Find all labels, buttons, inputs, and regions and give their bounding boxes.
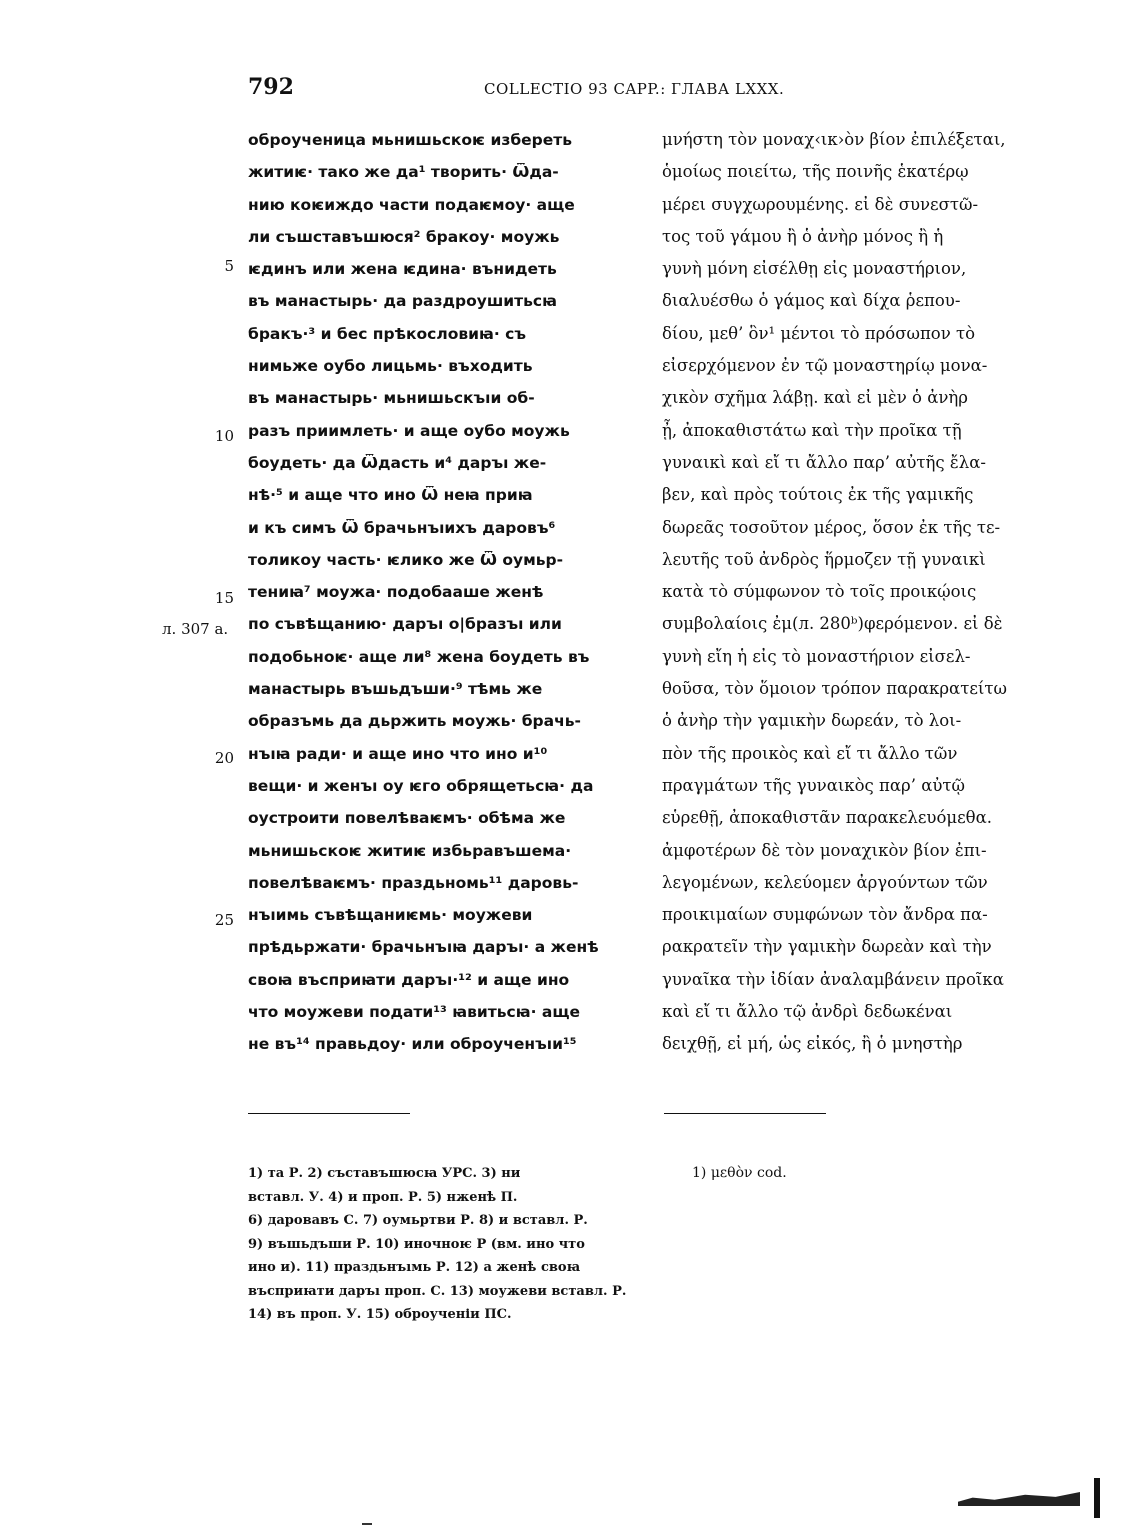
slavonic-line: подобьноѥ· аще ли⁸ жена боудеть въ bbox=[248, 647, 590, 666]
line-number-25: 25 bbox=[214, 911, 234, 929]
greek-line: εὑρεθῇ, ἀποκαθιστᾶν παρακελευόμεθα. bbox=[662, 808, 992, 828]
slavonic-line: нъıимь съвѣщаниѥмь· моужеви bbox=[248, 906, 533, 925]
footnote-line: въсприꙗти даръı проп. С. 13) моужеви вставл. Р. bbox=[248, 1283, 627, 1299]
greek-line: ὁ ἀνὴρ τὴν γαμικὴν δωρεάν, τὸ λοι- bbox=[662, 711, 962, 731]
footnote-rule-left bbox=[248, 1113, 410, 1114]
slavonic-line: что моужеви подати¹³ ꙗвитьсꙗ· аще bbox=[248, 1003, 580, 1022]
slavonic-column bbox=[248, 124, 640, 1061]
greek-line: δειχθῇ, εἰ μή, ὡς εἰκός, ἢ ὁ μνηστὴρ bbox=[662, 1034, 963, 1054]
footnote-line: 1) μεθὸν cod. bbox=[692, 1165, 787, 1181]
greek-line: μνήστη τὸν μοναχ‹ικ›ὸν βίον ἐπιλέξεται, bbox=[662, 130, 1006, 149]
greek-line: ᾖ, ἀποκαθιστάτω καὶ τὴν προῖκα τῇ bbox=[662, 420, 962, 440]
scan-artifact bbox=[958, 1492, 1080, 1506]
slavonic-line: тениꙗ⁷ моужа· подобааше женѣ bbox=[248, 583, 544, 602]
greek-footnotes bbox=[692, 1162, 1042, 1186]
slavonic-line: нѣ·⁵ и аще что ино Ѿ неꙗ приꙗ bbox=[248, 486, 533, 505]
greek-line: κατὰ τὸ σύμφωνον τὸ τοῖς προικῴοις bbox=[662, 582, 977, 602]
folio-mark: л. 307 а. bbox=[162, 620, 229, 638]
slavonic-line: бракъ·³ и бес прѣкословиꙗ· съ bbox=[248, 324, 527, 343]
slavonic-line: и къ симъ Ѿ брачьнъıихъ даровъ⁶ bbox=[248, 518, 556, 537]
slavonic-line: оброученица мьнишьскоѥ избереть bbox=[248, 131, 573, 149]
line-number-5: 5 bbox=[224, 257, 234, 275]
slavonic-line: ли съшставъшюся² бракоу· моужь bbox=[248, 227, 560, 246]
line-number-15: 15 bbox=[214, 589, 234, 607]
slavonic-line: житиѥ· тако же да¹ творить· Ѿда- bbox=[248, 163, 559, 182]
line-number-10: 10 bbox=[214, 427, 234, 445]
line-number-20: 20 bbox=[214, 749, 234, 767]
greek-line: μέρει συγχωρουμένης. εἰ δὲ συνεστῶ- bbox=[662, 194, 979, 214]
slavonic-line: разъ приимлеть· и аще оубо моужь bbox=[248, 421, 570, 440]
greek-line: γυναῖκα τὴν ἰδίαν ἀναλαμβάνειν προῖκα bbox=[662, 969, 1004, 989]
greek-column bbox=[662, 124, 1046, 1061]
slavonic-line: мьнишьскоѥ житиѥ избьравъшема· bbox=[248, 841, 572, 860]
greek-line: συμβολαίοις ἐμ(л. 280ᵇ)φερόμενον. εἰ δὲ bbox=[662, 614, 1003, 634]
greek-line: θοῦσα, τὸν ὅμοιον τρόπον παρακρατείτω bbox=[662, 679, 1007, 699]
greek-line: ὁμοίως ποιείτω, τῆς ποινῆς ἑκατέρῳ bbox=[662, 162, 969, 182]
greek-line: γυνὴ εἴη ἡ εἰς τὸ μοναστήριον εἰσελ- bbox=[662, 646, 971, 666]
scan-dash bbox=[362, 1523, 372, 1525]
slavonic-line: нимьже оубо лицьмь· въходить bbox=[248, 357, 533, 376]
footnote-line: ино и). 11) праздьнъıмь Р. 12) а женѣ своꙗ bbox=[248, 1260, 581, 1275]
greek-line: δίου, μεθ’ ὃν¹ μέντοι τὸ πρόσωπον τὸ bbox=[662, 323, 976, 343]
greek-line: λευτῆς τοῦ ἀνδρὸς ἥρμοζεν τῇ γυναικὶ bbox=[662, 549, 986, 569]
greek-line: πραγμάτων τῆς γυναικὸς παρ’ αὐτῷ bbox=[662, 775, 965, 795]
slavonic-footnotes bbox=[248, 1162, 640, 1327]
greek-line: εἰσερχόμενον ἐν τῷ μοναστηρίῳ μονα- bbox=[662, 356, 988, 376]
greek-line: καὶ εἴ τι ἄλλο τῷ ἀνδρὶ δεδωκέναι bbox=[662, 1002, 953, 1022]
scan-artifact-bar bbox=[1094, 1478, 1100, 1518]
greek-line: δωρεᾶς τοσοῦτον μέρος, ὅσον ἐκ τῆς τε- bbox=[662, 517, 1001, 537]
greek-line: ἀμφοτέρων δὲ τὸν μοναχικὸν βίον ἐπι- bbox=[662, 840, 987, 860]
slavonic-line: боудеть· да Ѿдасть и⁴ даръı же- bbox=[248, 453, 547, 472]
greek-line: τος τοῦ γάμου ἢ ὁ ἀνὴρ μόνος ἢ ἡ bbox=[662, 226, 944, 246]
greek-line: ρακρατεῖν τὴν γαμικὴν δωρεὰν καὶ τὴν bbox=[662, 937, 992, 957]
greek-line: χικὸν σχῆμα λάβῃ. καὶ εἰ μὲν ὁ ἀνὴρ bbox=[662, 388, 968, 408]
slavonic-line: въ манастырь· мьнишьскъıи об- bbox=[248, 389, 535, 408]
greek-line: πὸν τῆς προικὸς καὶ εἴ τι ἄλλο τῶν bbox=[662, 743, 958, 763]
slavonic-line: образъмь да дьржить моужь· брачь- bbox=[248, 712, 581, 731]
slavonic-line: въ манастырь· да раздроушитьсꙗ bbox=[248, 292, 557, 311]
page-number: 792 bbox=[248, 74, 294, 100]
slavonic-line: по съвѣщанию· даръı о|бразъı или bbox=[248, 615, 562, 634]
greek-line: διαλυέσθω ὁ γάμος καὶ δίχα ῥεπου- bbox=[662, 291, 961, 311]
greek-line: γυναικὶ καὶ εἴ τι ἄλλο παρ’ αὐτῆς ἔλα- bbox=[662, 452, 986, 472]
page-header bbox=[0, 72, 1140, 112]
footnote-line: 9) въшьдъши Р. 10) иночноѥ Р (вм. ино что bbox=[248, 1236, 585, 1252]
greek-line: βεν, καὶ πρὸς τούτοις ἐκ τῆς γαμικῆς bbox=[662, 485, 974, 505]
slavonic-line: нию коѥиждо части подаѥмоу· аще bbox=[248, 195, 575, 214]
footnote-line: 6) даровавъ С. 7) оумьртви Р. 8) и вставл. Р. bbox=[248, 1213, 588, 1228]
greek-line: γυνὴ μόνη εἰσέλθῃ εἰς μοναστήριον, bbox=[662, 259, 967, 279]
greek-line: λεγομένων, κελεύομεν ἀργούντων τῶν bbox=[662, 872, 988, 892]
footnote-line: 14) въ проп. У. 15) оброученіи ПС. bbox=[248, 1307, 512, 1322]
slavonic-line: не въ¹⁴ правьдоу· или оброученъıи¹⁵ bbox=[248, 1035, 577, 1054]
running-title: COLLECTIO 93 CAPP.: ГЛАВА LXXX. bbox=[484, 80, 785, 98]
greek-line: προικιμαίων συμφώνων τὸν ἄνδρα πα- bbox=[662, 905, 988, 925]
slavonic-line: манастырь въшьдъши·⁹ тѣмь же bbox=[248, 680, 543, 699]
footnote-line: вставл. У. 4) и проп. Р. 5) нженѣ П. bbox=[248, 1189, 518, 1205]
footnote-rule-right bbox=[664, 1113, 826, 1114]
slavonic-line: прѣдьржати· брачьнъıꙗ даръı· а женѣ bbox=[248, 938, 599, 957]
slavonic-line: оустроити повелѣваѥмъ· обѣма же bbox=[248, 809, 566, 828]
slavonic-line: толикоу часть· ѥлико же Ѿ оумьр- bbox=[248, 550, 564, 569]
slavonic-line: нъıꙗ ради· и аще ино что ино и¹⁰ bbox=[248, 744, 548, 763]
slavonic-line: вещи· и женъı оу ѥго обрящетьсꙗ· да bbox=[248, 776, 594, 795]
slavonic-line: повелѣваѥмъ· праздьномь¹¹ даровь- bbox=[248, 873, 579, 892]
slavonic-line: своꙗ въсприꙗти даръı·¹² и аще ино bbox=[248, 970, 570, 989]
footnote-line: 1) та Р. 2) съставъшюсꙗ УРС. 3) ни bbox=[248, 1166, 521, 1181]
slavonic-line: ѥдинъ или жена ѥдина· вънидеть bbox=[248, 260, 557, 279]
